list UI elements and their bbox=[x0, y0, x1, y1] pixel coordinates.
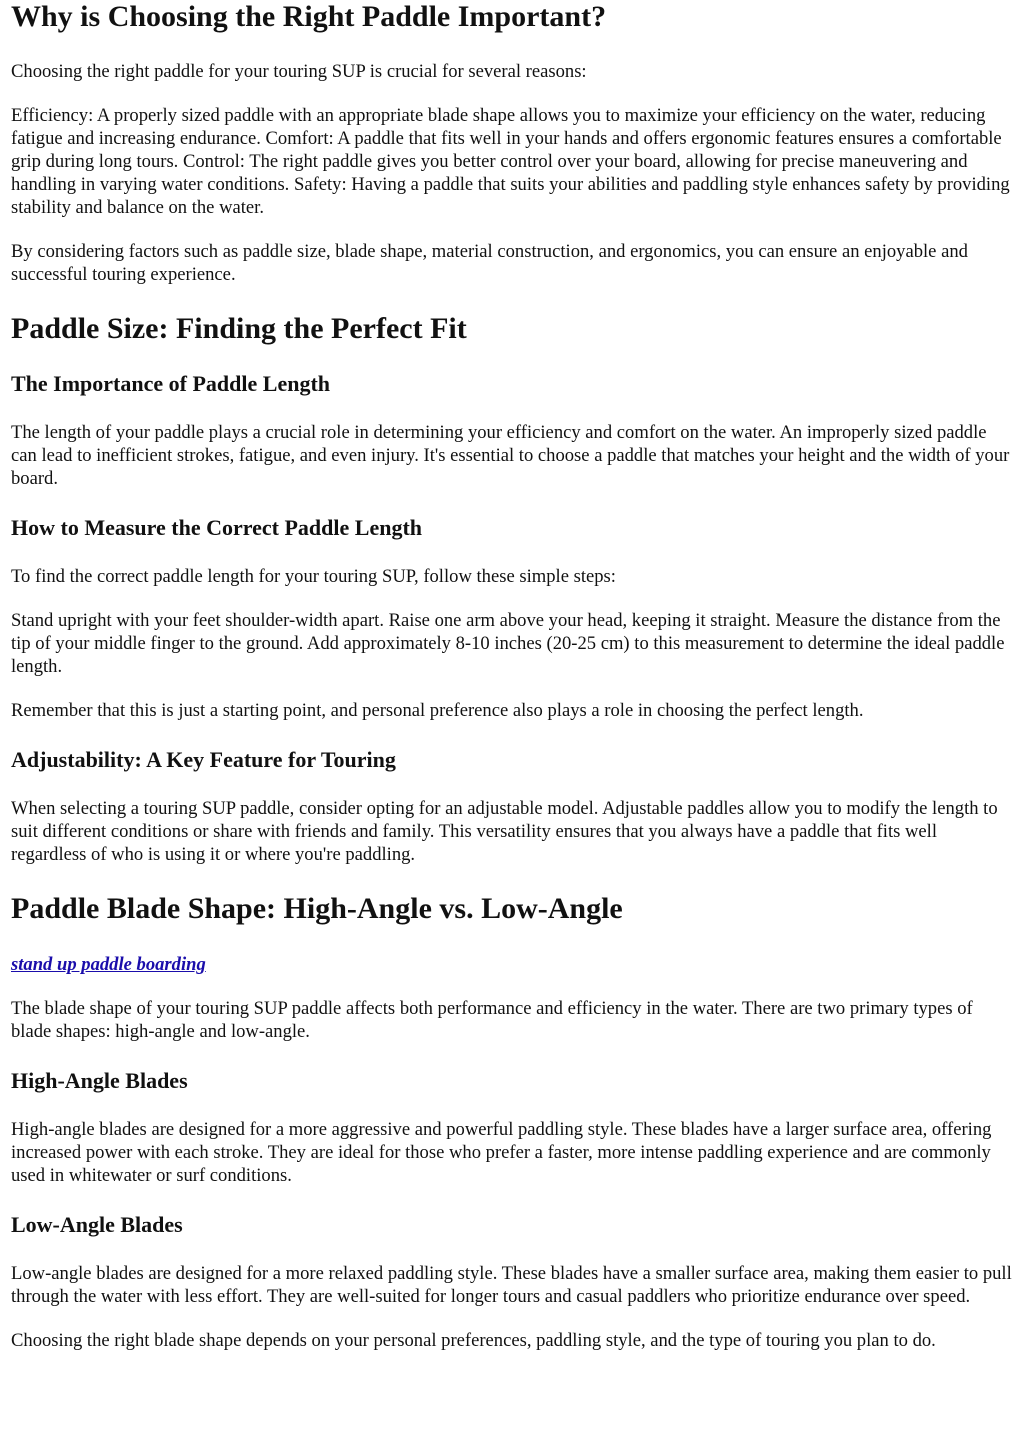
heading-high-angle-blades: High-Angle Blades bbox=[11, 1068, 188, 1093]
paragraph-why-conclusion: By considering factors such as paddle size, blade shape, material construction, and ergonomics, you can ensure an enjoyable and successful touring experience. bbox=[11, 241, 968, 285]
paragraph-why-reasons: Efficiency: A properly sized paddle with an appropriate blade shape allows you to maximize your efficiency on the water, reducing fatigue and increasing endurance. Comfort: A paddle that fits well in your hands and offers ergonomic features ensures a comfortable grip during long tours. Control: The right paddle gives you better control over your board, allowing for precise maneuvering and handling in varying water conditions. Safety: Having a paddle that suits your abilities and paddling style enhances safety by providing stability and balance on the water. bbox=[11, 105, 1010, 218]
heading-blade-shape: Paddle Blade Shape: High-Angle vs. Low-Angle bbox=[11, 892, 623, 925]
link-paragraph bbox=[11, 953, 1013, 976]
paragraph-measure-intro: To find the correct paddle length for your touring SUP, follow these simple steps: bbox=[11, 566, 616, 587]
heading-paddle-size: Paddle Size: Finding the Perfect Fit bbox=[11, 312, 467, 345]
stand-up-paddle-boarding-link[interactable]: stand up paddle boarding bbox=[11, 954, 206, 975]
paragraph-length-text: The length of your paddle plays a crucial role in determining your efficiency and comfort on the water. An improperly sized paddle can lead to inefficient strokes, fatigue, and even injury. It's essential to choose a paddle that matches your height and the width of your board. bbox=[11, 422, 1010, 489]
paragraph-blade-intro: The blade shape of your touring SUP paddle affects both performance and efficiency in the water. There are two primary types of blade shapes: high-angle and low-angle. bbox=[11, 998, 973, 1042]
paragraph-adjust-text: When selecting a touring SUP paddle, consider opting for an adjustable model. Adjustable paddles allow you to modify the length to suit different conditions or share with friends and family. This versatility ensures that you always have a paddle that fits well regardless of who is using it or where you're paddling. bbox=[11, 798, 998, 865]
article bbox=[11, 0, 1013, 1352]
paragraph-low-angle-text: Low-angle blades are designed for a more relaxed paddling style. These blades have a smaller surface area, making them easier to pull through the water with less effort. They are well-suited for longer tours and casual paddlers who prioritize endurance over speed. bbox=[11, 1263, 1012, 1307]
paragraph-measure-note: Remember that this is just a starting point, and personal preference also plays a role in choosing the perfect length. bbox=[11, 700, 864, 721]
paragraph-why-intro: Choosing the right paddle for your touring SUP is crucial for several reasons: bbox=[11, 61, 587, 82]
heading-low-angle-blades: Low-Angle Blades bbox=[11, 1212, 183, 1237]
paragraph-measure-steps: Stand upright with your feet shoulder-width apart. Raise one arm above your head, keeping it straight. Measure the distance from the tip of your middle finger to the ground. Add approximately 8-10 inches (20-25 cm) to this measurement to determine the ideal paddle length. bbox=[11, 610, 1005, 677]
paragraph-high-angle-text: High-angle blades are designed for a more aggressive and powerful paddling style. These blades have a larger surface area, offering increased power with each stroke. They are ideal for those who prefer a faster, more intense paddling experience and are commonly used in whitewater or surf conditions. bbox=[11, 1119, 992, 1186]
heading-adjustability: Adjustability: A Key Feature for Touring bbox=[11, 747, 396, 772]
heading-measure-length: How to Measure the Correct Paddle Length bbox=[11, 515, 423, 540]
heading-importance-of-length: The Importance of Paddle Length bbox=[11, 371, 330, 396]
heading-why-choosing-right-paddle: Why is Choosing the Right Paddle Important? bbox=[11, 0, 607, 33]
paragraph-blade-conclusion: Choosing the right blade shape depends on your personal preferences, paddling style, and the type of touring you plan to do. bbox=[11, 1330, 936, 1351]
